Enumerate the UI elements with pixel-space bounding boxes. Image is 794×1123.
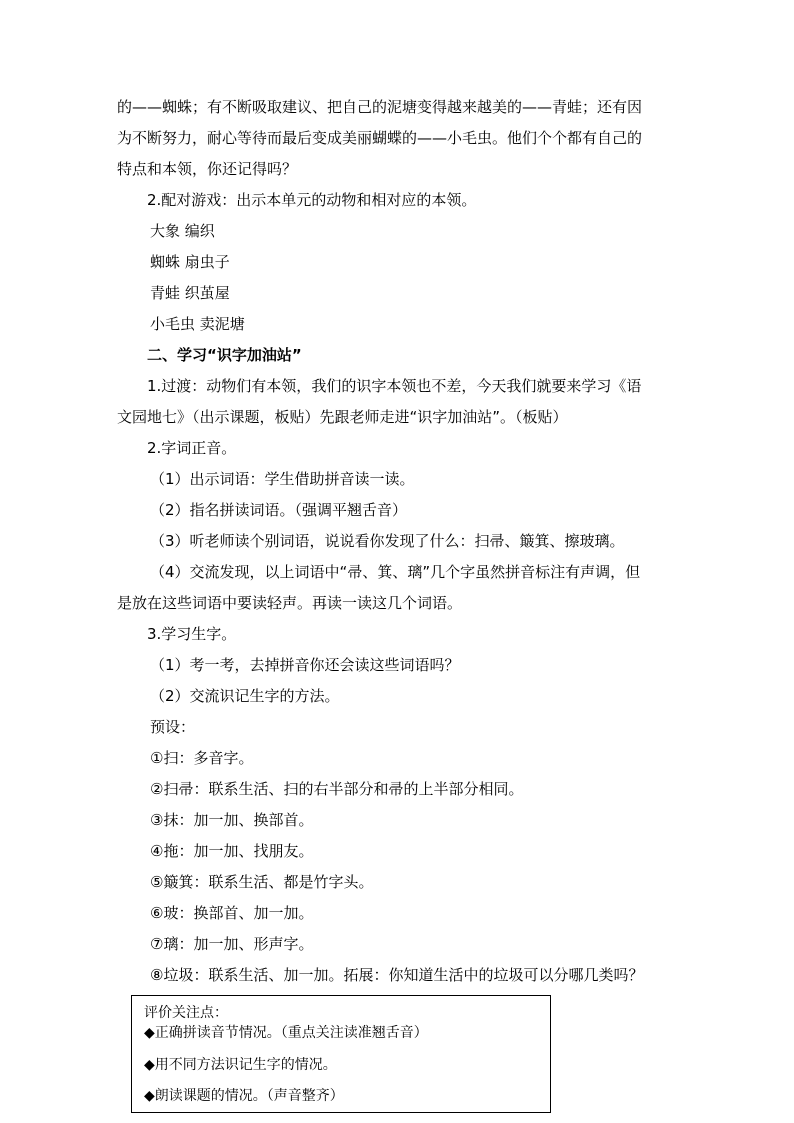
- match-pair: 小毛虫 卖泥塘: [150, 315, 245, 333]
- match-pair: 青蛙 织茧屋: [150, 284, 230, 302]
- step-item-continued: 是放在这些词语中要读轻声。再读一读这几个词语。: [117, 594, 463, 612]
- preset-item: ⑦璃：加一加、形声字。: [150, 935, 314, 953]
- evaluation-item: ◆正确拼读音节情况。（重点关注读准翘舌音）: [144, 1025, 428, 1041]
- match-pair: 大象 编织: [150, 222, 215, 240]
- step-title: 3.学习生字。: [147, 625, 237, 643]
- preset-item: ④拖：加一加、找朋友。: [150, 842, 314, 860]
- transition-line-2: 文园地七》（出示课题，板贴）先跟老师走进“识字加油站”。（板贴）: [117, 408, 568, 426]
- step-item: （3）听老师读个别词语，说说看你发现了什么：扫帚、簸箕、擦玻璃。: [150, 532, 625, 550]
- step-item: （4）交流发现，以上词语中“帚、箕、璃”几个字虽然拼音标注有声调，但: [150, 563, 641, 581]
- preset-item: ③抹：加一加、换部首。: [150, 811, 314, 829]
- preset-item: ①扫：多音字。: [150, 749, 254, 767]
- match-game-title: 2.配对游戏：出示本单元的动物和相对应的本领。: [147, 191, 477, 209]
- preset-item: ⑧垃圾：联系生活、加一加。拓展：你知道生活中的垃圾可以分哪几类吗？: [150, 966, 644, 984]
- preset-item: ⑥玻：换部首、加一加。: [150, 904, 314, 922]
- preset-item: ②扫帚：联系生活、扫的右半部分和帚的上半部分相同。: [150, 780, 524, 798]
- step-item: （1）考一考，去掉拼音你还会读这些词语吗？: [150, 656, 460, 674]
- preset-label: 预设：: [150, 718, 196, 736]
- evaluation-title: 评价关注点：: [144, 1005, 228, 1021]
- section-heading: 二、学习“识字加油站”: [147, 346, 302, 364]
- match-pair: 蜘蛛 扇虫子: [150, 253, 230, 271]
- intro-line-1: 的——蜘蛛；有不断吸取建议、把自己的泥塘变得越来越美的——青蛙；还有因: [117, 98, 643, 116]
- evaluation-box: [131, 995, 551, 1113]
- evaluation-item: ◆用不同方法识记生字的情况。: [144, 1057, 337, 1073]
- transition-line-1: 1.过渡：动物们有本领，我们的识字本领也不差，今天我们就要来学习《语: [147, 377, 642, 395]
- step-item: （2）交流识记生字的方法。: [150, 687, 340, 705]
- step-item: （2）指名拼读词语。（强调平翘舌音）: [150, 501, 408, 519]
- step-item: （1）出示词语：学生借助拼音读一读。: [150, 470, 415, 488]
- preset-item: ⑤簸箕：联系生活、都是竹字头。: [150, 873, 374, 891]
- step-title: 2.字词正音。: [147, 439, 237, 457]
- intro-line-3: 特点和本领，你还记得吗？: [117, 160, 298, 178]
- intro-line-2: 为不断努力，耐心等待而最后变成美丽蝴蝶的——小毛虫。他们个个都有自己的: [117, 129, 643, 147]
- evaluation-item: ◆朗读课题的情况。（声音整齐）: [144, 1088, 344, 1104]
